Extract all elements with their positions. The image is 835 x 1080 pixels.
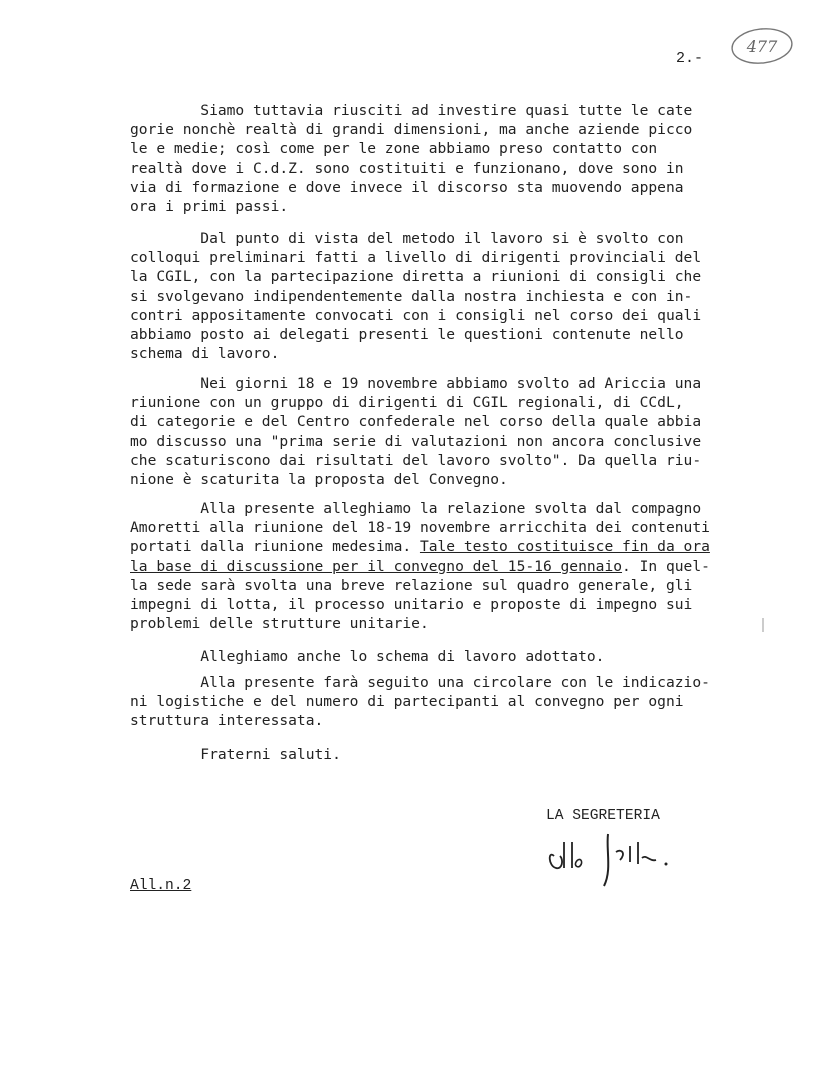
paragraph-5: Alleghiamo anche lo schema di lavoro adottato. — [130, 648, 605, 665]
paragraph-6: Alla presente farà seguito una circolare con le indicazio- ni logistiche e del numero di partecipanti al convegno per ogni struttura interessata. — [130, 674, 710, 730]
page-number: 2.- — [676, 50, 704, 67]
underlined-text-2: la base di discussione per il convegno del 15-16 gennaio — [130, 557, 623, 575]
paragraph-4: Alla presente alleghiamo la relazione svolta dal compagno Amoretti alla riunione del 18-19 novembre arricchita dei contenuti portati dalla riunione medesima. Tale testo costituisce fin da ora la base di discussione per il convegno del 15-16 gennaio. In quel- la sede sarà svolta una breve relazione sul quadro generale, gli impegni di lotta, il processo unitario e proposte di impegno sui problemi delle strutture unitarie. — [130, 500, 710, 633]
scan-mark — [762, 618, 764, 632]
attachment-reference: All.n.2 — [130, 878, 192, 894]
archive-stamp — [730, 26, 794, 66]
paragraph-3: Nei giorni 18 e 19 novembre abbiamo svolto ad Ariccia una riunione con un gruppo di dirigenti di CGIL regionali, di CCdL, di categorie e del Centro confederale nel corso della quale abbia mo discusso una "prima serie di valutazioni non ancora conclusive che scaturiscono dai risultati del lavoro svolto". Da quella riu- nione è scaturita la proposta del Convegno. — [130, 375, 702, 489]
archive-stamp-number: 477 — [746, 37, 778, 56]
underlined-text-1: Tale testo costituisce fin da ora — [419, 538, 710, 556]
closing-salutation: Fraterni saluti. — [130, 746, 341, 763]
handwritten-signature — [546, 830, 676, 892]
paragraph-1: Siamo tuttavia riusciti ad investire quasi tutte le cate gorie nonchè realtà di grandi dimensioni, ma anche aziende picco le e medie; così come per le zone abbiamo preso contatto con realtà dove i C.d.Z. sono costituiti e funzionano, dove sono in via di formazione e dove invece il discorso sta muovendo appena ora i primi passi. — [130, 102, 693, 216]
paragraph-2: Dal punto di vista del metodo il lavoro si è svolto con colloqui preliminari fatti a livello di dirigenti provinciali del la CGIL, con la partecipazione diretta a riunioni di consigli che si svolgevano indipendentemente dalla nostra inchiesta e con in- contri appositamente convocati con i consigli nel corso dei quali abbiamo posto ai delegati presenti le questioni contenute nello schema di lavoro. — [130, 230, 702, 363]
signature-label: LA SEGRETERIA — [546, 808, 660, 824]
